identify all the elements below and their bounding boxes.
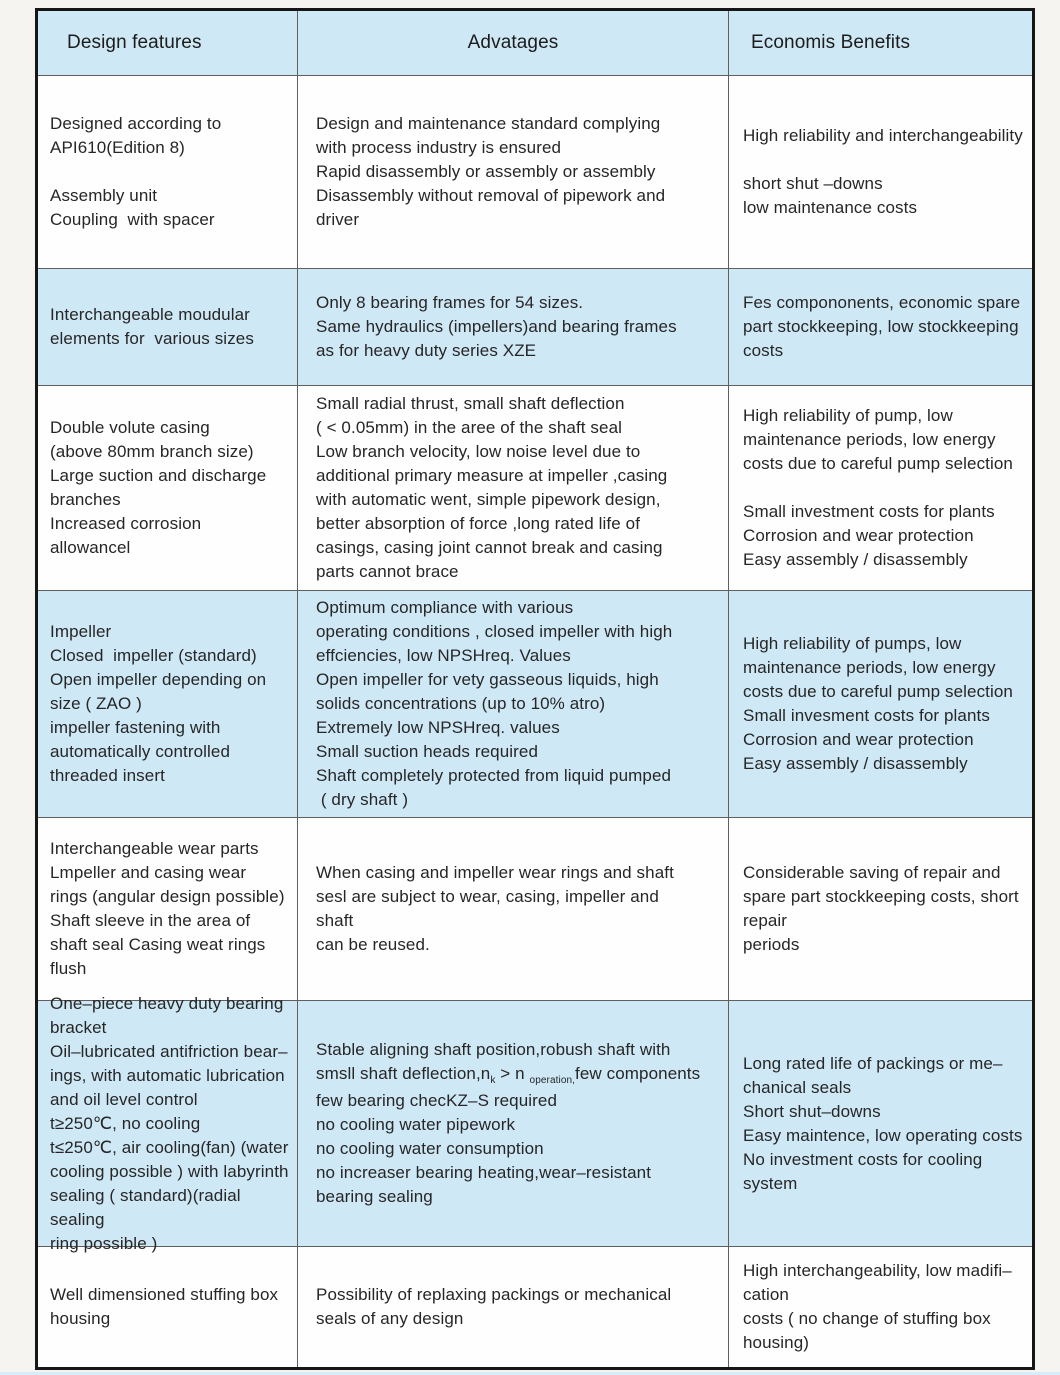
cell-line: bracket [50,1017,107,1037]
cell-line: automatically controlled [50,742,231,761]
cell-line: Corrosion and wear protection [743,526,974,545]
cell-line: Designed according to [50,114,222,133]
cell-advantages [297,1247,728,1367]
cell-line: Rapid disassembly or assembly or assembly [316,162,656,181]
cell-line: Small radial thrust, small shaft deflection [316,394,625,413]
cell-line: Considerable saving of repair and [743,863,1001,882]
cell-line: No investment costs for cooling [743,1149,983,1169]
table-row [38,385,1032,590]
cell-design-features [38,76,297,268]
cell-line: costs due to careful pump selection [743,454,1013,473]
cell-line: short shut –downs [743,174,883,193]
cell-line: impeller fastening with [50,718,221,737]
cell-line: API610(Edition 8) [50,138,185,157]
cell-line: costs [743,341,784,360]
cell-line: Impeller [50,622,112,641]
cell-line: additional primary measure at impeller ,casing [316,466,668,485]
cell-design-features [38,993,297,1253]
cell-line: Only 8 bearing frames for 54 sizes. [316,293,584,312]
cell-line: rings (angular design possible) [50,887,285,906]
table-row [38,590,1032,817]
cell-advantages [297,1001,728,1246]
table-row [38,75,1032,268]
cell-line: costs due to careful pump selection [743,682,1013,701]
cell-line: Small suction heads required [316,742,539,761]
cell-line: housing [50,1309,111,1328]
cell-line: High reliability of pumps, low [743,634,962,653]
cell-line: spare part stockkeeping costs, short [743,887,1019,906]
cell-line: ings, with automatic lubrication [50,1065,285,1085]
cell-line: size ( ZAO ) [50,694,142,713]
cell-line: bearing sealing [316,1187,433,1206]
cell-line: High reliability and interchangeability [743,126,1023,145]
cell-line: effciencies, low NPSHreq. Values [316,646,571,665]
cell-line: Closed impeller (standard) [50,646,257,665]
cell-line: Easy maintence, low operating costs [743,1125,1023,1145]
cell-line: periods [743,935,800,954]
cell-line: Same hydraulics (impellers)and bearing frames [316,317,677,336]
cell-line: ( dry shaft ) [316,790,409,809]
cell-line: Low branch velocity, low noise level due to [316,442,641,461]
cell-line: Lmpeller and casing wear [50,863,247,882]
cell-line: Stable aligning shaft position,robush shaft with [316,1040,671,1059]
cell-economic-benefits [728,1001,1032,1246]
cell-line: High interchangeability, low madifi– [743,1261,1012,1280]
cell-design-features [38,269,297,385]
cell-line: housing) [743,1333,810,1352]
cell-advantages [297,386,728,590]
cell-line: Well dimensioned stuffing box [50,1285,279,1304]
cell-line: few bearing checKZ–S required [316,1091,558,1110]
cell-line: allowancel [50,538,131,557]
cell-design-features [38,591,297,817]
cell-line: casings, casing joint cannot break and casing [316,538,663,557]
cell-line: repair [743,911,788,930]
cell-line: parts cannot brace [316,562,459,581]
cell-design-features [38,386,297,590]
cell-line: Design and maintenance standard complying [316,114,661,133]
cell-line: t≤250℃, air cooling(fan) (water [50,1137,289,1157]
cell-line: maintenance periods, low energy [743,430,996,449]
cell-line: t≥250℃, no cooling [50,1113,201,1133]
cell-line: smsll shaft $deflection,n_k > n$ $_{operation,}$few components [316,1064,701,1086]
table-row [38,817,1032,1000]
cell-line: Small invesment costs for plants [743,706,990,725]
cell-line: driver [316,210,360,229]
comparison-table [35,8,1035,1370]
cell-line: Optimum compliance with various [316,598,574,617]
cell-advantages [297,591,728,817]
table-header-row [38,11,1032,75]
cell-line: no increaser bearing heating,wear–resistant [316,1163,652,1182]
cell-line: Interchangeable wear parts [50,839,259,858]
cell-line: Large suction and discharge [50,466,267,485]
cell-line: Easy assembly / disassembly [743,550,968,569]
cell-line: Fes compononents, economic spare [743,293,1021,312]
cell-line: Corrosion and wear protection [743,730,974,749]
cell-line: shaft [316,911,354,930]
cell-advantages [297,818,728,1000]
table-row [38,268,1032,385]
cell-line: no cooling water consumption [316,1139,544,1158]
cell-line: solids concentrations (up to 10% atro) [316,694,606,713]
header-advantages: Advatages [297,11,728,75]
cell-line: maintenance periods, low energy [743,658,996,677]
cell-line: One–piece heavy duty bearing [50,993,284,1013]
cell-line: High reliability of pump, low [743,406,953,425]
cell-line: cation [743,1285,789,1304]
cell-line: Increased corrosion [50,514,202,533]
cell-line: cooling possible ) with labyrinth [50,1161,289,1181]
cell-line [743,476,1024,500]
cell-line: Double volute casing [50,418,210,437]
cell-line: elements for various sizes [50,329,254,348]
cell-line: seals of any design [316,1309,464,1328]
cell-line: Easy assembly / disassembly [743,754,968,773]
cell-economic-benefits [728,386,1032,590]
cell-line: system [743,1173,798,1193]
cell-line: Extremely low NPSHreq. values [316,718,560,737]
cell-line: (above 80mm branch size) [50,442,254,461]
cell-economic-benefits [728,269,1032,385]
cell-design-features [38,1247,297,1367]
cell-line: sesl are subject to wear, casing, impeller and [316,887,659,906]
cell-line: Coupling with spacer [50,210,215,229]
cell-line: Open impeller depending on [50,670,267,689]
cell-line: Assembly unit [50,186,158,205]
cell-advantages [297,76,728,268]
cell-line: chanical seals [743,1077,852,1097]
cell-line: with process industry is ensured [316,138,562,157]
cell-line: Long rated life of packings or me– [743,1053,1003,1073]
cell-line: When casing and impeller wear rings and shaft [316,863,674,882]
cell-line: as for heavy duty series XZE [316,341,537,360]
cell-line: Open impeller for vety gasseous liquids, high [316,670,659,689]
cell-line: low maintenance costs [743,198,918,217]
cell-line: sealing ( standard)(radial sealing [50,1185,246,1229]
cell-line: Possibility of replaxing packings or mechanical [316,1285,672,1304]
cell-line: and oil level control [50,1089,198,1109]
cell-line [743,148,1024,172]
cell-line: threaded insert [50,766,165,785]
cell-line: costs ( no change of stuffing box [743,1309,991,1328]
table-row [38,993,1032,1253]
cell-line: with automatic went, simple pipework design, [316,490,661,509]
cell-line: operating conditions , closed impeller with high [316,622,673,641]
cell-line: can be reused. [316,935,430,954]
cell-line: Shaft sleeve in the area of [50,911,251,930]
cell-economic-benefits [728,1247,1032,1367]
cell-advantages [297,269,728,385]
cell-line: ring possible ) [50,1233,158,1253]
cell-economic-benefits [728,591,1032,817]
cell-line: branches [50,490,121,509]
cell-line: better absorption of force ,long rated life of [316,514,641,533]
cell-line: no cooling water pipework [316,1115,516,1134]
header-design-features: Design features [67,32,202,53]
cell-line: shaft seal Casing weat rings [50,935,266,954]
header-economic-benefits: Economis Benefits [728,11,1032,75]
cell-design-features [38,818,297,1000]
table-row [38,1246,1032,1367]
cell-line: ( < 0.05mm) in the aree of the shaft seal [316,418,623,437]
cell-line [50,160,289,184]
cell-line: Shaft completely protected from liquid pumped [316,766,672,785]
cell-line: Small investment costs for plants [743,502,995,521]
cell-line: part stockkeeping, low stockkeeping [743,317,1019,336]
cell-line: Short shut–downs [743,1101,881,1121]
cell-economic-benefits [728,76,1032,268]
cell-economic-benefits [728,818,1032,1000]
cell-line: Disassembly without removal of pipework and [316,186,666,205]
cell-line: Interchangeable moudular [50,305,250,324]
cell-line: flush [50,959,87,978]
cell-line: Oil–lubricated antifriction bear– [50,1041,288,1061]
